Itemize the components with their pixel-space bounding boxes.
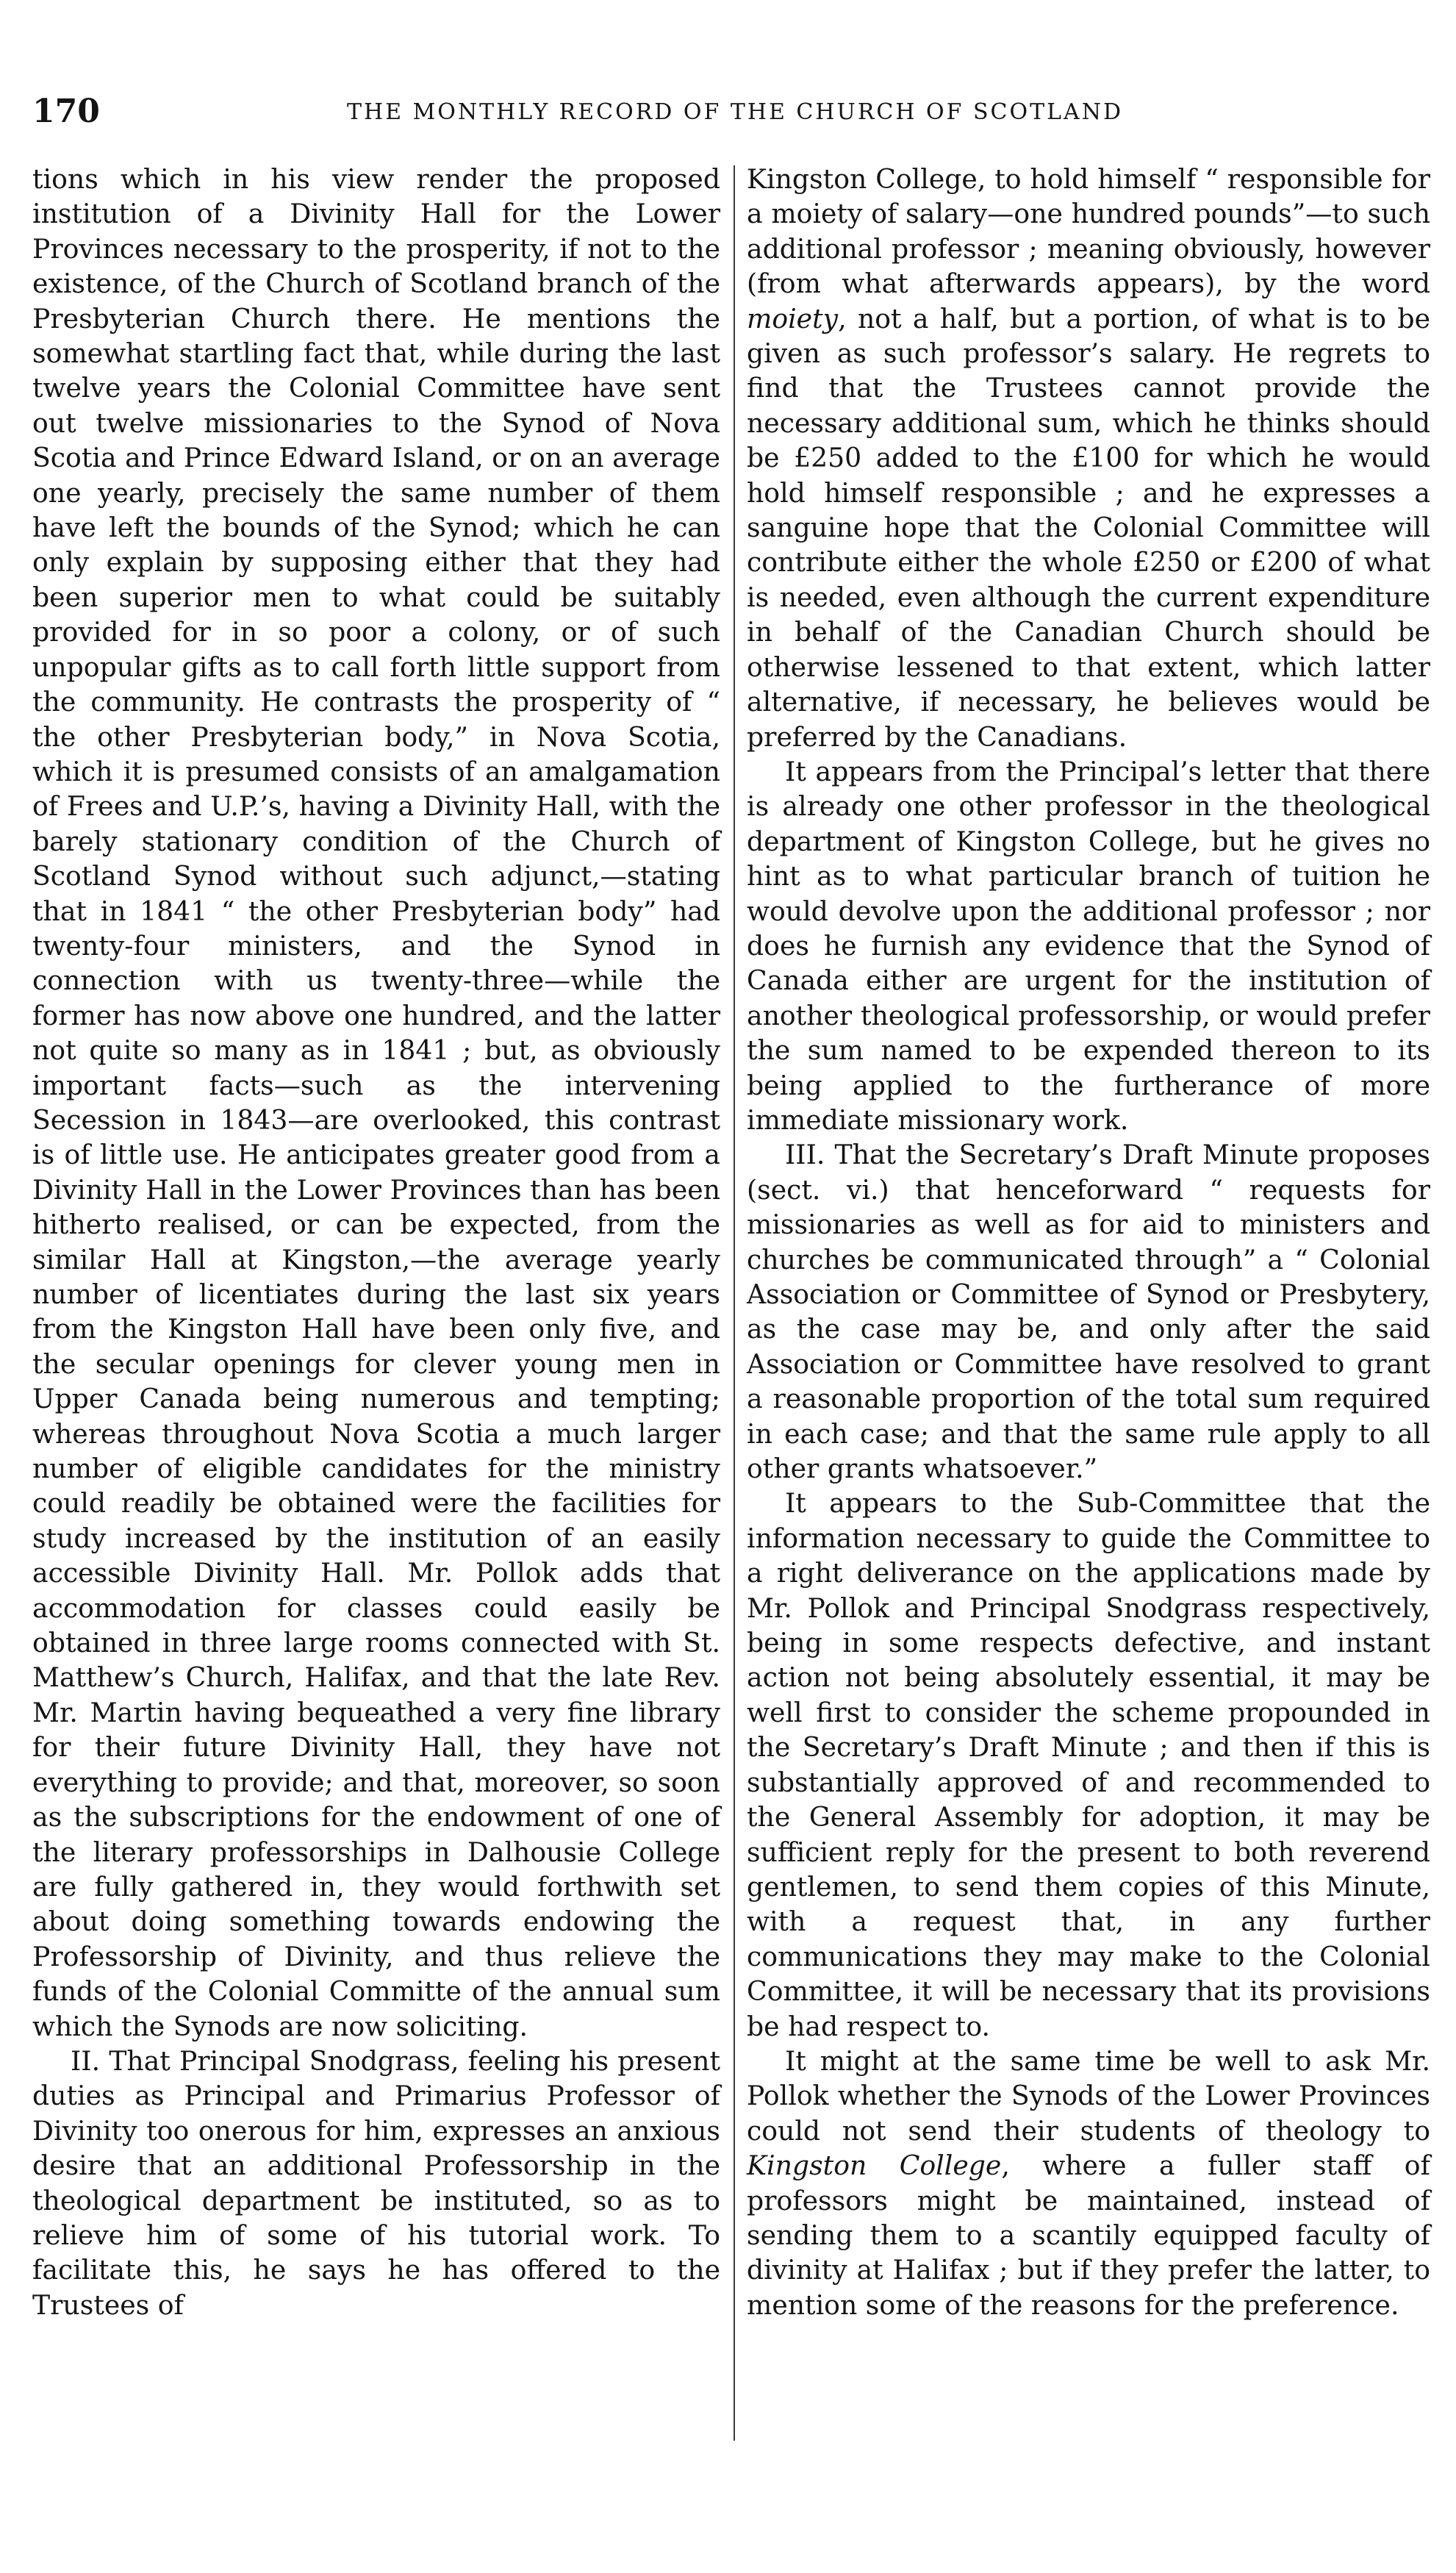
right-paragraph-5-text-a: It might at the same time be well to ask Mr. Pollok whether the Synods of the Lower Provinces could not send their students of theology to (747, 2044, 1430, 2147)
left-paragraph-1: tions which in his view render the proposed institution of a Divinity Hall for the Lower Provinces necessary to the prosperity, if not to the existence, of the Church of Scotland branch of the Presbyterian Church there. He mentions the somewhat startling fact that, while during the last twelve years the Colonial Committee have sent out twelve missionaries to the Synod of Nova Scotia and Prince Edward Island, or on an average one yearly, precisely the same number of them have left the bounds of the Synod; which he can only explain by supposing either that they had been superior men to what could be suitably provided for in so poor a colony, or of such unpopular gifts as to call forth little support from the community. He contrasts the prosperity of “ the other Presbyterian body,” in Nova Scotia, which it is presumed consists of an amalgamation of Frees and U.P.’s, having a Divinity Hall, with the barely stationary condition of the Church of Scotland Synod without such adjunct,—stating that in 1841 “ the other Presbyterian body” had twenty-four ministers, and the Synod in connection with us twenty-three—while the former has now above one hundred, and the latter not quite so many as in 1841 ; but, as obviously important facts—such as the intervening Secession in 1843—are overlooked, this contrast is of little use. He anticipates greater good from a Divinity Hall in the Lower Provinces than has been hitherto realised, or can be expected, from the similar Hall at Kingston,—the average yearly number of licentiates during the last six years from the Kingston Hall have been only five, and the secular openings for clever young men in Upper Canada being numerous and tempting; whereas throughout Nova Scotia a much larger number of eligible candidates for the ministry could readily be obtained were the facilities for study increased by the institution of an easily accessible Divinity Hall. Mr. Pollok adds that accommodation for classes could easily be obtained in three large rooms connected with St. Matthew’s Church, Halifax, and that the late Rev. Mr. Martin having bequeathed a very fine library for their future Divinity Hall, they have not everything to provide; and that, moreover, so soon as the subscriptions for the endowment of one of the literary professorships in Dalhousie College are fully gathered in, they would forthwith set about doing something towards endowing the Professorship of Divinity, and thus relieve the funds of the Colonial Committe of the annual sum which the Synods are now soliciting. (32, 163, 720, 2042)
running-head: THE MONTHLY RECORD OF THE CHURCH OF SCOTLAND (346, 99, 1124, 125)
right-paragraph-4: It appears to the Sub-Committee that the information necessary to guide the Committee to a right deliverance on the applications made by Mr. Pollok and Principal Snodgrass respectively, being in some respects defective, and instant action not being absolutely essential, it may be well first to consider the scheme propounded in the Secretary’s Draft Minute ; and then if this is substantially approved of and recommended to the General Assembly for adoption, it may be sufficient reply for the present to both reverend gentlemen, to send them copies of this Minute, with a request that, in any further communications they may make to the Colonial Committee, it will be necessary that its provisions be had respect to. (747, 1487, 1430, 2042)
right-column (747, 162, 1430, 2322)
left-column (32, 162, 720, 2322)
emphasis-moiety: moiety (747, 302, 839, 334)
right-paragraph-1-text-b: , not a half, but a portion, of what is to be given as such professor’s salary. He regrets to find that the Trustees cannot provide the necessary additional sum, which he thinks should be £250 added to the £100 for which he would hold himself responsible ; and he expresses a sanguine hope that the Colonial Committee will contribute either the whole £250 or £200 of what is needed, even although the current expenditure in behalf of the Canadian Church should be otherwise lessened to that extent, which latter alternative, if necessary, he believes would be preferred by the Canadians. (747, 302, 1430, 753)
column-divider (734, 165, 735, 2441)
emphasis-kingston-college: Kingston College (747, 2150, 1002, 2182)
right-paragraph-5 (747, 2044, 1430, 2322)
right-paragraph-1 (747, 162, 1430, 754)
left-paragraph-2: II. That Principal Snodgrass, feeling his present duties as Principal and Primarius Professor of Divinity too onerous for him, expresses an anxious desire that an additional Professorship in the theological department be instituted, so as to relieve him of some of his tutorial work. To facilitate this, he says he has offered to the Trustees of (32, 2044, 720, 2321)
right-paragraph-1-text-a: Kingston College, to hold himself “ responsible for a moiety of salary—one hundred pounds”—to such additional professor ; meaning obviously, however (from what afterwards appears), by the word (747, 163, 1430, 300)
right-paragraph-2: It appears from the Principal’s letter that there is already one other professor in the theological department of Kingston College, but he gives no hint as to what particular branch of tuition he would devolve upon the additional professor ; nor does he furnish any evidence that the Synod of Canada either are urgent for the institution of another theological professorship, or would prefer the sum named to be expended thereon to its being applied to the furtherance of more immediate missionary work. (747, 755, 1430, 1136)
right-paragraph-5-text-b: , where a fuller staff of professors might be maintained, instead of sending them to a scantily equipped faculty of divinity at Halifax ; but if they prefer the latter, to mention some of the reasons for the preference. (747, 2150, 1430, 2321)
page-number: 170 (32, 93, 100, 130)
right-paragraph-3: III. That the Secretary’s Draft Minute proposes (sect. vi.) that henceforward “ requests for missionaries as well as for aid to ministers and churches be communicated through” a “ Colonial Association or Committee of Synod or Presbytery, as the case may be, and only after the said Association or Committee have resolved to grant a reasonable proportion of the total sum required in each case; and that the same rule apply to all other grants whatsoever.” (747, 1139, 1430, 1485)
